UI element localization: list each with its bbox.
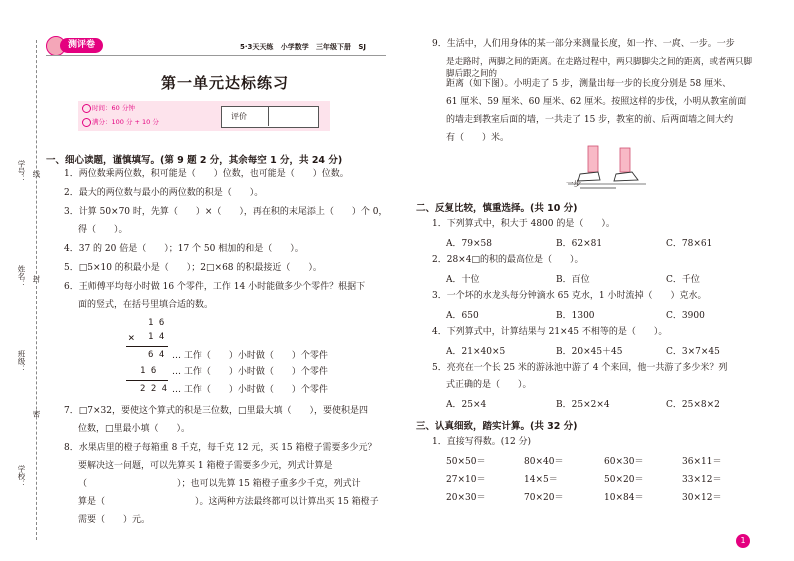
s2-q1: 1．下列算式中，积大于 4800 的是（ ）。 xyxy=(432,219,615,229)
header-edition: SJ xyxy=(358,43,366,51)
calc-r2-c1: 27×10＝ xyxy=(446,475,486,485)
calc-r1-c4: 36×11＝ xyxy=(682,457,722,467)
s1-q4: 4．37 的 20 倍是（ ）；17 个 50 相加的和是（ ）。 xyxy=(64,244,304,254)
s2-q3: 3．一个坏的水龙头每分钟滴水 65 克水，1 小时流掉（ ）克水。 xyxy=(432,291,707,301)
s2-q3-optA[interactable]: A．650 xyxy=(446,311,479,321)
left-shoe xyxy=(578,172,600,181)
s2-q5-optB[interactable]: B．25×2×4 xyxy=(556,400,610,410)
s1-q8b: 要解决这一问题，可以先算买 1 箱橙子需要多少元，列式计算是 xyxy=(78,461,333,471)
s2-q2-optA[interactable]: A．十位 xyxy=(446,275,480,285)
step-label: 一步 xyxy=(566,179,581,188)
s1-q6b: 面的竖式，在括号里填合适的数。 xyxy=(78,300,214,310)
s1-q7b: 位数，□里最小填（ ）。 xyxy=(78,424,191,434)
s2-q1-optC[interactable]: C．78×61 xyxy=(666,239,713,249)
page-title: 第一单元达标练习 xyxy=(160,74,289,92)
s1-q6a: 6．王师傅平均每小时做 16 个零件，工作 14 小时能做多少个零件？根据下 xyxy=(64,282,366,292)
vert-rule-1 xyxy=(126,346,168,347)
s1-q1: 1．两位数乘两位数，积可能是（ ）位数，也可能是（ ）位数。 xyxy=(64,169,349,179)
s2-q4: 4．下列算式中，计算结果与 21×45 不相等的是（ ）。 xyxy=(432,327,668,337)
eval-input[interactable] xyxy=(270,108,316,125)
s2-q1-optB[interactable]: B．62×81 xyxy=(556,239,603,249)
score-icon xyxy=(82,118,91,127)
margin-feng: 封 xyxy=(32,275,41,283)
q9-l5: 的墙走到教室后面的墙，一共走了 15 步，教室的前、后两面墙之间大约 xyxy=(446,115,734,125)
page-number: 1 xyxy=(736,534,750,548)
vert-row3: … 工作（ ）小时做（ ）个零件 xyxy=(172,385,328,395)
calc-r3-c4: 30×12＝ xyxy=(682,493,722,503)
clock-icon xyxy=(82,104,91,113)
right-leg xyxy=(620,148,630,172)
vert-sum: 2 2 4 xyxy=(140,384,168,394)
s2-q3-optC[interactable]: C．3900 xyxy=(666,311,705,321)
s2-q3-optB[interactable]: B．1300 xyxy=(556,311,595,321)
info-score: 满分：100 分 + 10 分 xyxy=(92,118,159,126)
eval-label: 评价 xyxy=(231,112,247,121)
header-rule xyxy=(46,55,386,56)
info-time: 时间：60 分钟 xyxy=(92,104,135,112)
q9-l1: 9．生活中，人们用身体的某一部分来测量长度，如一拃、一庹、一步。一步 xyxy=(432,39,735,49)
q9-l4: 61 厘米、59 厘米、60 厘米、62 厘米。按照这样的步伐，小明从教室前面 xyxy=(446,97,747,107)
q9-l3: 距离（如下图）。小明走了 5 步，测量出每一步的长度分别是 58 厘米、 xyxy=(446,79,732,89)
calc-r2-c3: 50×20＝ xyxy=(604,475,644,485)
header-subject: 小学数学 xyxy=(280,43,309,51)
s3-sub1: 1．直接写得数。(12 分) xyxy=(432,437,532,447)
s1-q3a: 3．计算 50×70 时，先算（ ）×（ ），再在积的末尾添上（ ）个 0， xyxy=(64,207,388,217)
s2-q4-optA[interactable]: A．21×40×5 xyxy=(446,347,506,357)
calc-r2-c2: 14×5＝ xyxy=(524,475,558,485)
s1-q8a: 8．水果店里的橙子每箱重 8 千克，每千克 12 元，买 15 箱橙子需要多少元？ xyxy=(64,443,377,453)
margin-banji: 班级： xyxy=(17,350,26,373)
q9-l6: 有（ ）米。 xyxy=(446,133,510,143)
s1-q8d: 算是（ ）。这两种方法最终都可以计算出买 15 箱橙子 xyxy=(78,497,379,507)
margin-mi: 密 xyxy=(32,410,41,418)
vert-row2: … 工作（ ）小时做（ ）个零件 xyxy=(172,367,328,377)
s1-q2: 2．最大的两位数与最小的两位数的积是（ ）。 xyxy=(64,188,264,198)
vert-p1: 6 4 xyxy=(148,350,165,360)
calc-r1-c1: 50×50＝ xyxy=(446,457,486,467)
vert-rule-2 xyxy=(126,380,168,381)
calc-r1-c3: 60×30＝ xyxy=(604,457,644,467)
header-meta xyxy=(240,42,366,52)
header-badge: 测评卷 xyxy=(60,38,103,53)
header-grade: 三年级下册 xyxy=(316,43,352,51)
calc-r2-c4: 33×12＝ xyxy=(682,475,722,485)
s2-q5-optA[interactable]: A．25×4 xyxy=(446,400,487,410)
vert-times: × xyxy=(128,331,135,344)
right-shoe xyxy=(614,172,638,181)
margin-xuexiao: 学校： xyxy=(17,465,26,488)
s1-q7a: 7．□7×32，要使这个算式的积是三位数，□里最大填（ ），要使积是四 xyxy=(64,406,368,416)
margin-xingming: 姓名： xyxy=(17,265,26,288)
s2-q2-optC[interactable]: C．千位 xyxy=(666,275,700,285)
s1-q3b: 得（ ）。 xyxy=(78,225,128,235)
calc-r3-c1: 20×30＝ xyxy=(446,493,486,503)
s2-q5b: 式正确的是（ ）。 xyxy=(446,380,532,390)
margin-xuehao: 学号： xyxy=(17,160,26,183)
section3-title: 三、认真细致，踏实计算。(共 32 分) xyxy=(416,421,578,432)
s2-q4-optB[interactable]: B．20×45＋45 xyxy=(556,347,623,357)
section2-title: 二、反复比较，慎重选择。(共 10 分) xyxy=(416,203,578,214)
vert-a: 1 6 xyxy=(148,318,165,328)
s2-q2: 2．28×4□的积的最高位是（ ）。 xyxy=(432,255,584,265)
s2-q5-optC[interactable]: C．25×8×2 xyxy=(666,400,720,410)
header-series: 5·3天天练 xyxy=(240,43,274,51)
s1-q8c: （ ）；也可以先算 15 箱橙子重多少千克，列式计 xyxy=(78,479,361,489)
section1-title: 一、细心读题，谨慎填写。(第 9 题 2 分，其余每空 1 分，共 24 分) xyxy=(46,155,343,166)
s1-q8e: 需要（ ）元。 xyxy=(78,515,151,525)
calc-r3-c2: 70×20＝ xyxy=(524,493,564,503)
calc-r3-c3: 10×84＝ xyxy=(604,493,644,503)
s2-q1-optA[interactable]: A．79×58 xyxy=(446,239,492,249)
q9-l2: 是走路时，两脚之间的距离。在走路过程中，两只脚脚尖之间的距离，或者两只脚脚后跟之间的 xyxy=(446,57,753,79)
s2-q5a: 5．亮亮在一个长 25 米的游泳池中游了 4 个来回，他一共游了多少米？列 xyxy=(432,363,728,373)
binding-line xyxy=(36,40,37,540)
s2-q2-optB[interactable]: B．百位 xyxy=(556,275,590,285)
s2-q4-optC[interactable]: C．3×7×45 xyxy=(666,347,720,357)
eval-divider xyxy=(268,106,269,126)
vert-b: 1 4 xyxy=(148,332,165,342)
calc-r1-c2: 80×40＝ xyxy=(524,457,564,467)
s1-q5: 5．□5×10 的积最小是（ ）；2□×68 的积最接近（ ）。 xyxy=(64,263,322,273)
vert-p2: 1 6 xyxy=(140,366,157,376)
margin-xian: 线 xyxy=(32,170,41,178)
vert-row1: … 工作（ ）小时做（ ）个零件 xyxy=(172,351,328,361)
left-leg xyxy=(588,146,598,172)
